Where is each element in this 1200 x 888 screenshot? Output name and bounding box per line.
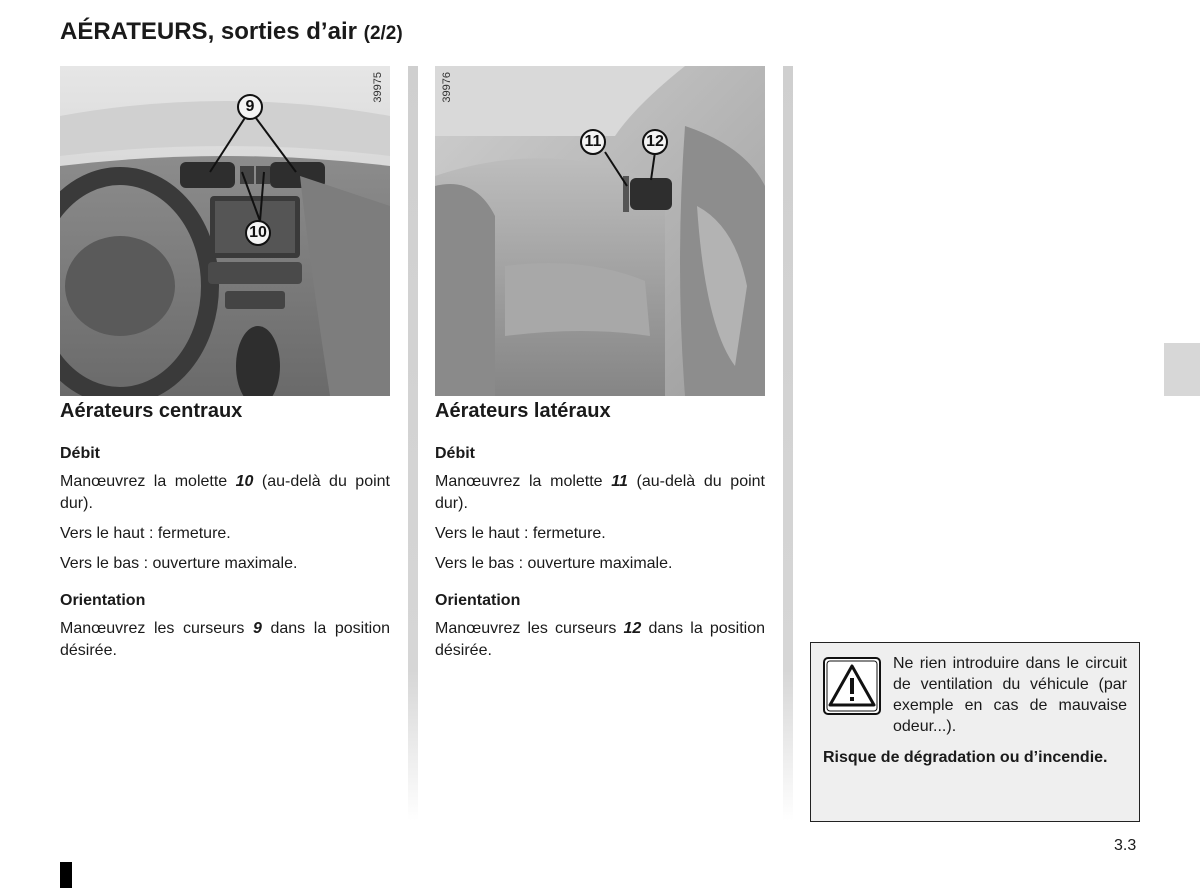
photo-reference-number: 39975 bbox=[372, 72, 384, 103]
title-main: AÉRATEURS, sorties d’air bbox=[60, 18, 357, 45]
debit-instruction: Manœuvrez la molette 11 (au-delà du point dur). bbox=[435, 473, 766, 512]
side-vents-photo bbox=[435, 66, 765, 396]
callout-12: 12 bbox=[642, 129, 668, 155]
debit-down: Vers le bas : ouverture maximale. bbox=[435, 555, 673, 572]
warning-box bbox=[810, 642, 1140, 822]
section-heading: Aérateurs centraux bbox=[60, 400, 243, 422]
debit-down: Vers le bas : ouverture maximale. bbox=[60, 555, 298, 572]
side-vents-section bbox=[435, 400, 765, 670]
footer-mark bbox=[60, 862, 72, 888]
warning-text: Ne rien introduire dans le circuit de ventilation du véhicule (par exemple en cas de mauvaise odeur...). bbox=[893, 655, 1127, 735]
orientation-subheading: Orientation bbox=[435, 592, 521, 609]
warning-risk: Risque de dégradation ou d’incendie. bbox=[823, 749, 1108, 766]
title-suffix: (2/2) bbox=[363, 23, 403, 44]
debit-subheading: Débit bbox=[60, 445, 100, 462]
orientation-subheading: Orientation bbox=[60, 592, 146, 609]
photo-reference-number: 39976 bbox=[441, 72, 453, 103]
debit-instruction: Manœuvrez la molette 10 (au-delà du point dur). bbox=[60, 473, 391, 512]
chapter-tab bbox=[1164, 343, 1200, 396]
central-vents-photo bbox=[60, 66, 390, 396]
section-heading: Aérateurs latéraux bbox=[435, 400, 611, 422]
central-vents-section bbox=[60, 400, 390, 670]
page-title bbox=[60, 18, 403, 46]
callout-10: 10 bbox=[245, 220, 271, 246]
callout-11: 11 bbox=[580, 129, 606, 155]
debit-up: Vers le haut : fermeture. bbox=[60, 525, 231, 542]
page-number: 3.3 bbox=[1114, 837, 1137, 854]
column-divider-right bbox=[783, 66, 793, 821]
callout-9: 9 bbox=[237, 94, 263, 120]
warning-triangle-icon bbox=[823, 657, 881, 715]
orientation-instruction: Manœuvrez les curseurs 12 dans la position désirée. bbox=[435, 620, 765, 659]
debit-up: Vers le haut : fermeture. bbox=[435, 525, 606, 542]
orientation-instruction: Manœuvrez les curseurs 9 dans la position désirée. bbox=[60, 620, 390, 659]
debit-subheading: Débit bbox=[435, 445, 475, 462]
column-divider-left bbox=[408, 66, 418, 821]
